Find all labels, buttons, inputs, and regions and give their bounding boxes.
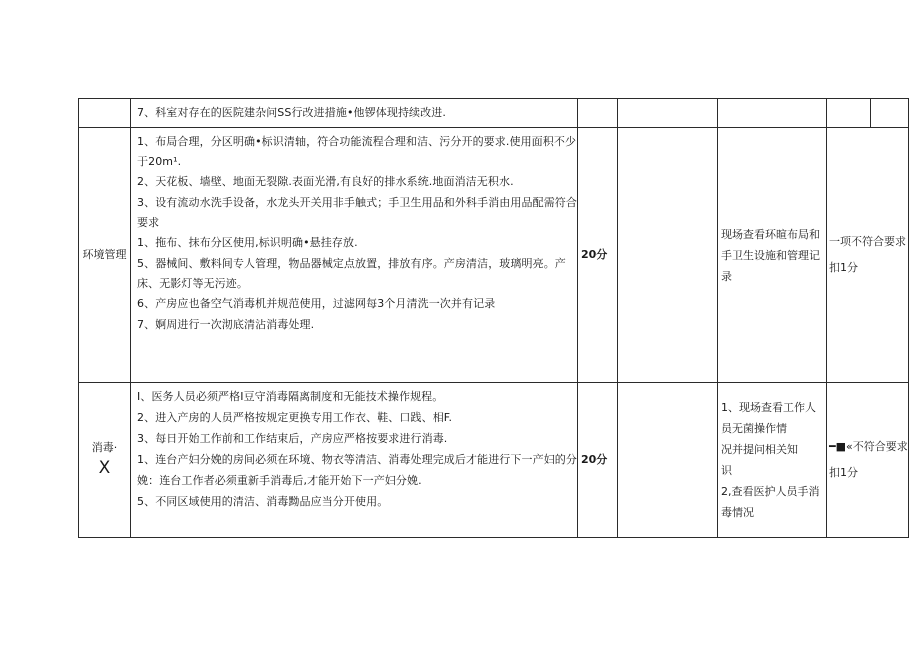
item-line: 1、布局合理，分区明确•标识清轴，符合功能流程合理和洁、污分开的要求.使用面积不少 <box>137 135 577 148</box>
item-line: 1、拖布、抹布分区使用,标识明确•悬挂存放. <box>137 236 358 249</box>
method-line: 况并提问相关知 <box>721 443 798 456</box>
section-cell <box>79 99 131 128</box>
item-line: 2、天花板、墙壁、地面无裂隙.表面光滑,有良好的排水系统.地面消洁无积水. <box>137 175 514 188</box>
item-line: 7、婀周进行一次沏底清沾消毒处理. <box>137 318 315 331</box>
items-cell <box>131 383 578 538</box>
section-name-cell <box>79 383 131 538</box>
deduction-cell <box>827 383 909 538</box>
item-line: 3、设有流动水洗手设备，水龙头开关用非手触式；手卫生用品和外科手消由用品配需符合 <box>137 196 577 209</box>
score-cell <box>578 99 618 128</box>
deduction-line: 扣1分 <box>829 261 858 274</box>
deduction-line: ━■«不符合要求 <box>829 440 908 453</box>
item-line: 7、科室对存在的医院建杂问SS行改进措施•他锣体现持续改进. <box>137 106 446 119</box>
section-mark: X <box>98 458 111 479</box>
section-name: 环境管理 <box>79 128 131 383</box>
method-line: 录 <box>721 269 732 283</box>
method-cell <box>618 383 718 538</box>
item-line: 5、器械间、敷料间专人管理，物品器械定点放置，排放有序。产房清洁，玻璃明亮。产 <box>137 257 566 270</box>
items-cell <box>131 128 578 383</box>
inspection-table <box>78 98 909 538</box>
section-name: 消毒· <box>91 441 118 455</box>
item-line: 于20m¹. <box>137 155 182 168</box>
method-line: 毒情况 <box>721 506 754 519</box>
deduction-cell <box>827 99 871 128</box>
item-line: 3、每日开始工作前和工作结束后，产房应严格按要求进行消毒. <box>137 432 448 445</box>
table-row <box>79 99 909 128</box>
table-row <box>79 128 909 383</box>
item-line: I、医务人员必须严格I豆守消毒隔离制度和无能技术操作规程。 <box>137 390 444 403</box>
item-line: 娩：连台工作者必须重新手消毒后,才能开始下一产妇分娩. <box>137 474 422 487</box>
method-line: 现场查看环暄布局和 <box>721 227 820 241</box>
method-line: 员无菌操作情 <box>721 422 787 435</box>
deduction-line: 一项不符合要求 <box>829 235 906 248</box>
item-line: 6、产房应也备空气消毒机并规范使用，过滤网每3个月清洗一次并有记录 <box>137 297 496 310</box>
item-line: 5、不同区域使用的清洁、消毒黝品应当分开使用。 <box>137 495 389 508</box>
deduction-line: 扣1分 <box>829 466 858 479</box>
item-line: 要求 <box>137 216 160 229</box>
method-cell <box>618 128 718 383</box>
score-value: 20分 <box>578 383 618 538</box>
items-cell <box>131 99 578 128</box>
method-line: 手卫生设施和管理记 <box>721 248 820 262</box>
empty-cell <box>618 99 718 128</box>
item-line: 1、连台产妇分娩的房间必须在环境、物衣等清洁、消毒处理完成后才能进行下一产妇的分 <box>137 453 577 466</box>
method-line: 识 <box>721 464 732 477</box>
method-cell <box>718 99 827 128</box>
method-cell <box>718 128 827 383</box>
method-line: 2,查看医护人员手消 <box>721 485 820 498</box>
score-value: 20分 <box>578 128 618 383</box>
deduction-cell <box>827 128 909 383</box>
method-cell <box>718 383 827 538</box>
item-line: 床、无影灯等无污迹。 <box>137 277 248 290</box>
method-line: 1、现场查看工作人 <box>721 401 816 414</box>
item-line: 2、进入产房的人员严格按规定更换专用工作衣、鞋、口践、相F. <box>137 411 453 424</box>
empty-cell <box>870 99 908 128</box>
table-row <box>79 383 909 538</box>
